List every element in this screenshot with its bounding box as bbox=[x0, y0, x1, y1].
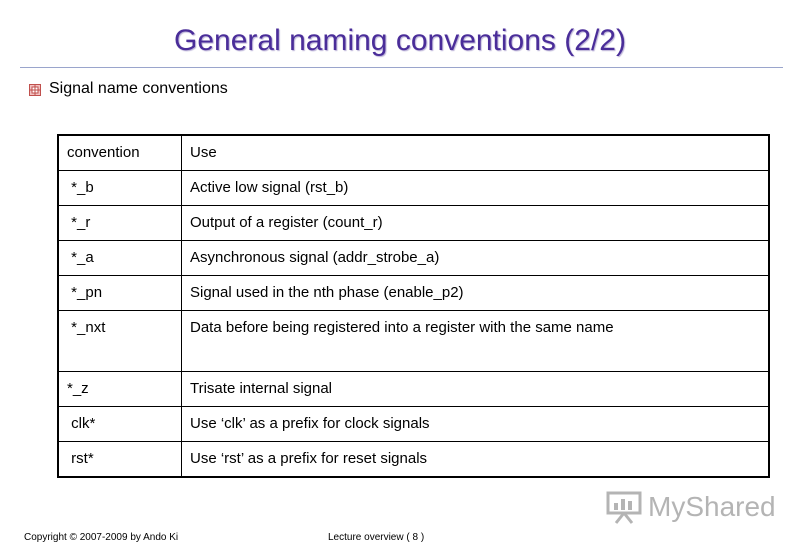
table-row bbox=[58, 311, 769, 372]
table-row bbox=[58, 241, 769, 276]
watermark-text: MyShared bbox=[648, 491, 776, 522]
convention-cell: *_a bbox=[58, 241, 182, 276]
table-row bbox=[58, 372, 769, 407]
convention-cell: *_pn bbox=[58, 276, 182, 311]
use-cell: Use ‘rst’ as a prefix for reset signals bbox=[182, 442, 770, 478]
slide-title: General naming conventions (2/2) bbox=[174, 24, 626, 57]
conventions-table-container bbox=[57, 134, 770, 478]
table-row bbox=[58, 206, 769, 241]
watermark-logo bbox=[606, 490, 776, 524]
bullet-text: Signal name conventions bbox=[49, 80, 228, 97]
use-cell: Active low signal (rst_b) bbox=[182, 171, 770, 206]
use-cell: Asynchronous signal (addr_strobe_a) bbox=[182, 241, 770, 276]
use-cell: Signal used in the nth phase (enable_p2) bbox=[182, 276, 770, 311]
use-cell: Use ‘clk’ as a prefix for clock signals bbox=[182, 407, 770, 442]
title-divider bbox=[20, 67, 783, 68]
presentation-board-icon bbox=[606, 490, 642, 524]
header-convention: convention bbox=[58, 135, 182, 171]
convention-cell: *_nxt bbox=[58, 311, 182, 372]
use-cell: Data before being registered into a register with the same name bbox=[182, 311, 770, 372]
use-cell: Trisate internal signal bbox=[182, 372, 770, 407]
footer-copyright: Copyright © 2007-2009 by Ando Ki bbox=[24, 532, 179, 543]
square-bullet-icon bbox=[29, 83, 41, 95]
header-use: Use bbox=[182, 135, 770, 171]
use-cell: Output of a register (count_r) bbox=[182, 206, 770, 241]
bullet-item bbox=[29, 80, 228, 98]
footer-lecture: Lecture overview ( 8 ) bbox=[328, 532, 425, 543]
convention-cell: rst* bbox=[58, 442, 182, 478]
convention-cell: *_z bbox=[58, 372, 182, 407]
table-row bbox=[58, 276, 769, 311]
convention-cell: *_r bbox=[58, 206, 182, 241]
conventions-table bbox=[57, 134, 770, 478]
convention-cell: clk* bbox=[58, 407, 182, 442]
table-row bbox=[58, 442, 769, 478]
table-row bbox=[58, 171, 769, 206]
table-row bbox=[58, 407, 769, 442]
table-header-row bbox=[58, 135, 769, 171]
convention-cell: *_b bbox=[58, 171, 182, 206]
